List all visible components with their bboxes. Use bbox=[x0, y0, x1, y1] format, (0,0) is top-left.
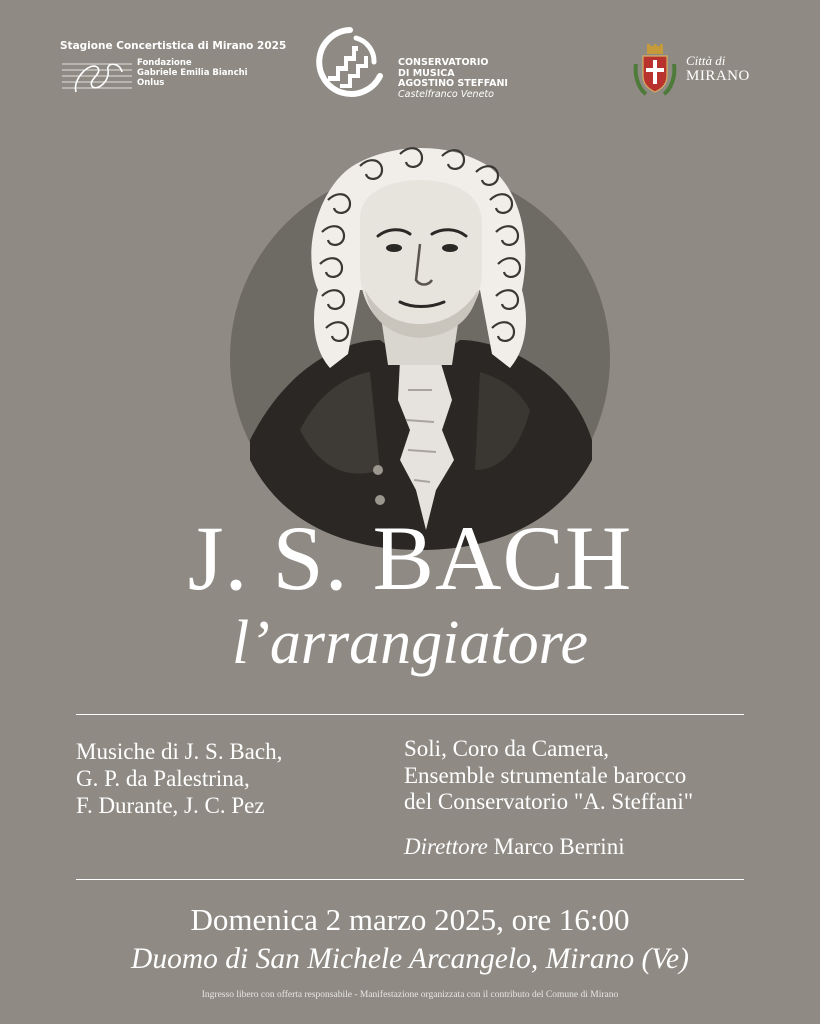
conservatory-name bbox=[398, 58, 508, 100]
foundation-line: Onlus bbox=[137, 78, 165, 88]
director-label: Direttore bbox=[404, 834, 488, 859]
performers-line: Soli, Coro da Camera, bbox=[404, 736, 610, 761]
divider-top bbox=[76, 714, 744, 715]
season-label: Stagione Concertistica di Mirano 2025 bbox=[60, 40, 287, 52]
performers-list bbox=[404, 736, 693, 816]
event-date: Domenica 2 marzo 2025, ore 16:00 bbox=[190, 902, 630, 937]
city-title: MIRANO bbox=[686, 68, 750, 84]
divider-bottom bbox=[76, 879, 744, 880]
foundation-logo bbox=[62, 58, 134, 98]
program-line: F. Durante, J. C. Pez bbox=[76, 793, 265, 818]
concert-subtitle: l’arrangiatore bbox=[232, 609, 588, 677]
director-credit bbox=[404, 834, 625, 860]
conservatory-line: DI MUSICA bbox=[398, 67, 455, 79]
footer-note: Ingresso libero con offerta responsabile - Manifestazione organizzata con il contributo del Comune di Mirano bbox=[201, 990, 619, 1000]
city-crest-icon bbox=[632, 44, 678, 98]
conservatory-line: AGOSTINO STEFFANI bbox=[398, 78, 508, 89]
conservatory-line: Castelfranco Veneto bbox=[398, 88, 494, 100]
city-name bbox=[686, 54, 750, 84]
concert-title: J. S. BACH bbox=[187, 507, 633, 609]
foundation-line: Gabriele Emilia Bianchi bbox=[137, 68, 248, 78]
city-prefix: Città di bbox=[686, 53, 726, 68]
conservatory-line: CONSERVATORIO bbox=[398, 57, 489, 68]
event-venue: Duomo di San Michele Arcangelo, Mirano (Ve) bbox=[131, 943, 689, 975]
program-line: G. P. da Palestrina, bbox=[76, 766, 250, 791]
program-list bbox=[76, 738, 282, 819]
foundation-name bbox=[137, 58, 248, 88]
conservatory-logo bbox=[312, 24, 388, 102]
performers-line: Ensemble strumentale barocco bbox=[404, 762, 687, 788]
performers-line: del Conservatorio "A. Steffani" bbox=[404, 789, 694, 814]
program-line: Musiche di J. S. Bach, bbox=[76, 739, 283, 764]
director-name: Marco Berrini bbox=[493, 834, 625, 859]
foundation-line: Fondazione bbox=[137, 58, 192, 68]
bach-portrait bbox=[230, 140, 610, 560]
